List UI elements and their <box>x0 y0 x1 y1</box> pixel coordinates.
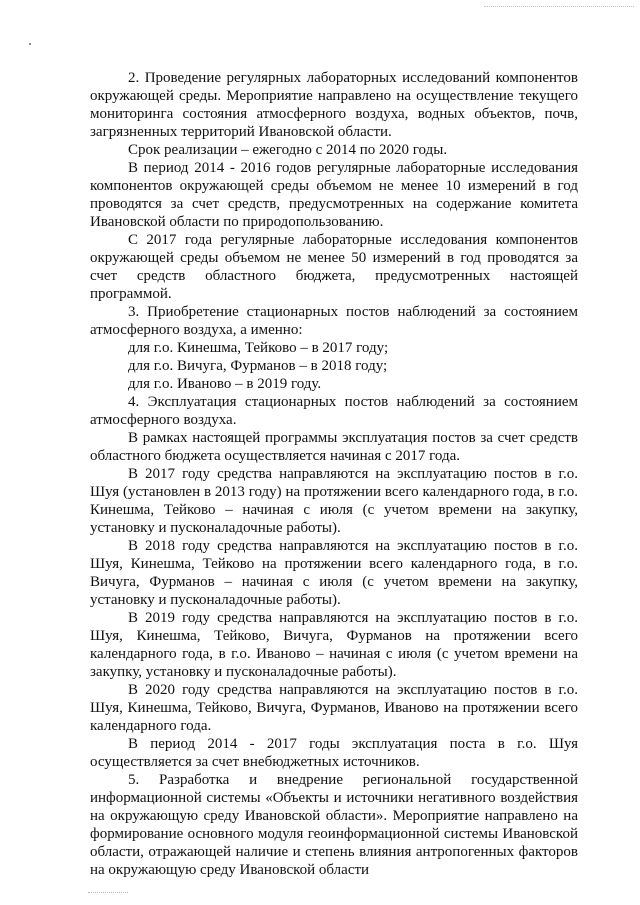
paragraph-deadline: Срок реализации – ежегодно с 2014 по 2020 годы. <box>128 142 448 158</box>
paragraph-item-5: 5. Разработка и внедрение региональной государственной информационной системы «Объекты и источники негативного воздействия на окружающую среду Ивановской области». Мероприятие направлено на формирование основного модуля геоинформационной системы Ивановской области, отражающей наличие и степень влияния антропогенных факторов на окружающую среду Ивановской области <box>90 772 578 878</box>
paragraph-2018: В 2018 году средства направляются на эксплуатацию постов в г.о. Шуя, Кинешма, Тейково на протяжении всего календарного года, в г.о. Вичуга, Фурманов – начиная с июля (с учетом времени на закупку, установку и пусконаладочные работы). <box>90 538 578 608</box>
paragraph-extrabudget: В период 2014 - 2017 годы эксплуатация поста в г.о. Шуя осуществляется за счет внебюджетных источников. <box>90 736 578 770</box>
paragraph-item-3: 3. Приобретение стационарных постов наблюдений за состоянием атмосферного воздуха, а именно: <box>90 304 578 338</box>
paragraph-program-scope: В рамках настоящей программы эксплуатация постов за счет средств областного бюджета осуществляется начиная с 2017 года. <box>90 430 578 464</box>
paragraph-item-2: 2. Проведение регулярных лабораторных исследований компонентов окружающей среды. Мероприятие направлено на осуществление текущего мониторинга состояния атмосферного воздуха, водных объектов, почв, загрязненных территорий Ивановской области. <box>90 70 578 140</box>
scan-speck <box>29 43 31 45</box>
scan-artifact-top <box>484 6 634 9</box>
list-item-kineshma: для г.о. Кинешма, Тейково – в 2017 году; <box>128 340 389 356</box>
paragraph-2017: В 2017 году средства направляются на эксплуатацию постов в г.о. Шуя (установлен в 2013 году) на протяжении всего календарного года, в г.о. Кинешма, Тейково – начиная с июля (с учетом времени на закупку, установку и пусконаладочные работы). <box>90 466 578 536</box>
document-body <box>90 69 578 879</box>
list-item-ivanovo: для г.о. Иваново – в 2019 году. <box>128 376 322 392</box>
list-item-vichuga: для г.о. Вичуга, Фурманов – в 2018 году; <box>128 358 388 374</box>
paragraph-2020: В 2020 году средства направляются на эксплуатацию постов в г.о. Шуя, Кинешма, Тейково, Вичуга, Фурманов, Иваново на протяжении всего календарного года. <box>90 682 578 734</box>
scan-artifact-bottom <box>88 892 128 894</box>
paragraph-2019: В 2019 году средства направляются на эксплуатацию постов в г.о. Шуя, Кинешма, Тейково, Вичуга, Фурманов на протяжении всего календарного года, в г.о. Иваново – начиная с июля (с учетом времени на закупку, установку и пусконаладочные работы). <box>90 610 578 680</box>
paragraph-from-2017: С 2017 года регулярные лабораторные исследования компонентов окружающей среды объемом не менее 50 измерений в год проводятся за счет средств областного бюджета, предусмотренных настоящей программой. <box>90 232 578 302</box>
paragraph-2014-2016: В период 2014 - 2016 годов регулярные лабораторные исследования компонентов окружающей среды объемом не менее 10 измерений в год проводятся за счет средств, предусмотренных на содержание комитета Ивановской области по природопользованию. <box>90 160 578 230</box>
paragraph-item-4: 4. Эксплуатация стационарных постов наблюдений за состоянием атмосферного воздуха. <box>90 394 578 428</box>
